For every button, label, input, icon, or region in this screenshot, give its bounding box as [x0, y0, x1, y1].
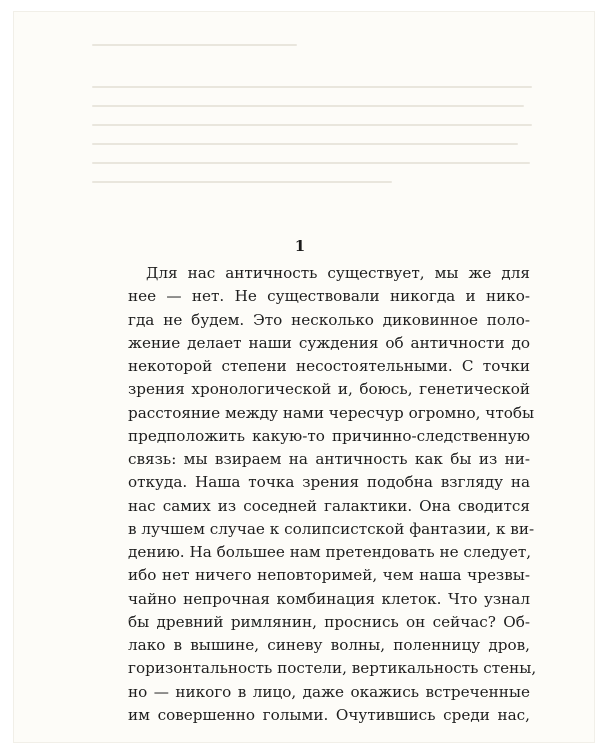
- text-line: бы древний римлянин, проснись он сейчас? Об-: [128, 612, 530, 631]
- text-line: расстояние между нами чересчур огромно, чтобы: [128, 403, 535, 422]
- text-line: откуда. Наша точка зрения подобна взгляду на: [128, 473, 530, 492]
- chapter-number: 1: [294, 237, 306, 255]
- text-line: нас самих из соседней галактики. Она сводится: [128, 496, 530, 515]
- text-line: в лучшем случае к солипсистской фантазии, к ви-: [128, 519, 535, 538]
- text-line: лако в вышине, синеву волны, поленницу дров,: [128, 636, 530, 654]
- text-line: предположить какую-то причинно-следственную: [128, 426, 530, 445]
- text-line: но — никого в лицо, даже окажись встреченные: [128, 682, 530, 701]
- text-line: Для нас античность существует, мы же для: [146, 264, 530, 282]
- text-line: гда не будем. Это несколько диковинное поло-: [128, 310, 530, 329]
- text-line: жение делает наши суждения об античности до: [128, 333, 530, 352]
- text-line: нее — нет. Не существовали никогда и нико-: [128, 287, 530, 306]
- text-line: чайно непрочная комбинация клеток. Что узнал: [128, 589, 530, 608]
- chapter-text: [128, 262, 537, 727]
- text-line: зрения хронологической и, боюсь, генетической: [128, 380, 530, 399]
- text-line: горизонтальность постели, вертикальность стены,: [128, 659, 537, 678]
- text-line: некоторой степени несостоятельными. С точки: [128, 357, 530, 375]
- text-line: дению. На большее нам претендовать не следует,: [128, 543, 532, 561]
- text-line: ибо нет ничего неповторимей, чем наша чрезвы-: [128, 566, 530, 585]
- text-line: связь: мы взираем на античность как бы из ни-: [128, 450, 530, 468]
- show-through-text: [92, 38, 532, 188]
- text-line: им совершенно голыми. Очутившись среди нас,: [128, 705, 530, 724]
